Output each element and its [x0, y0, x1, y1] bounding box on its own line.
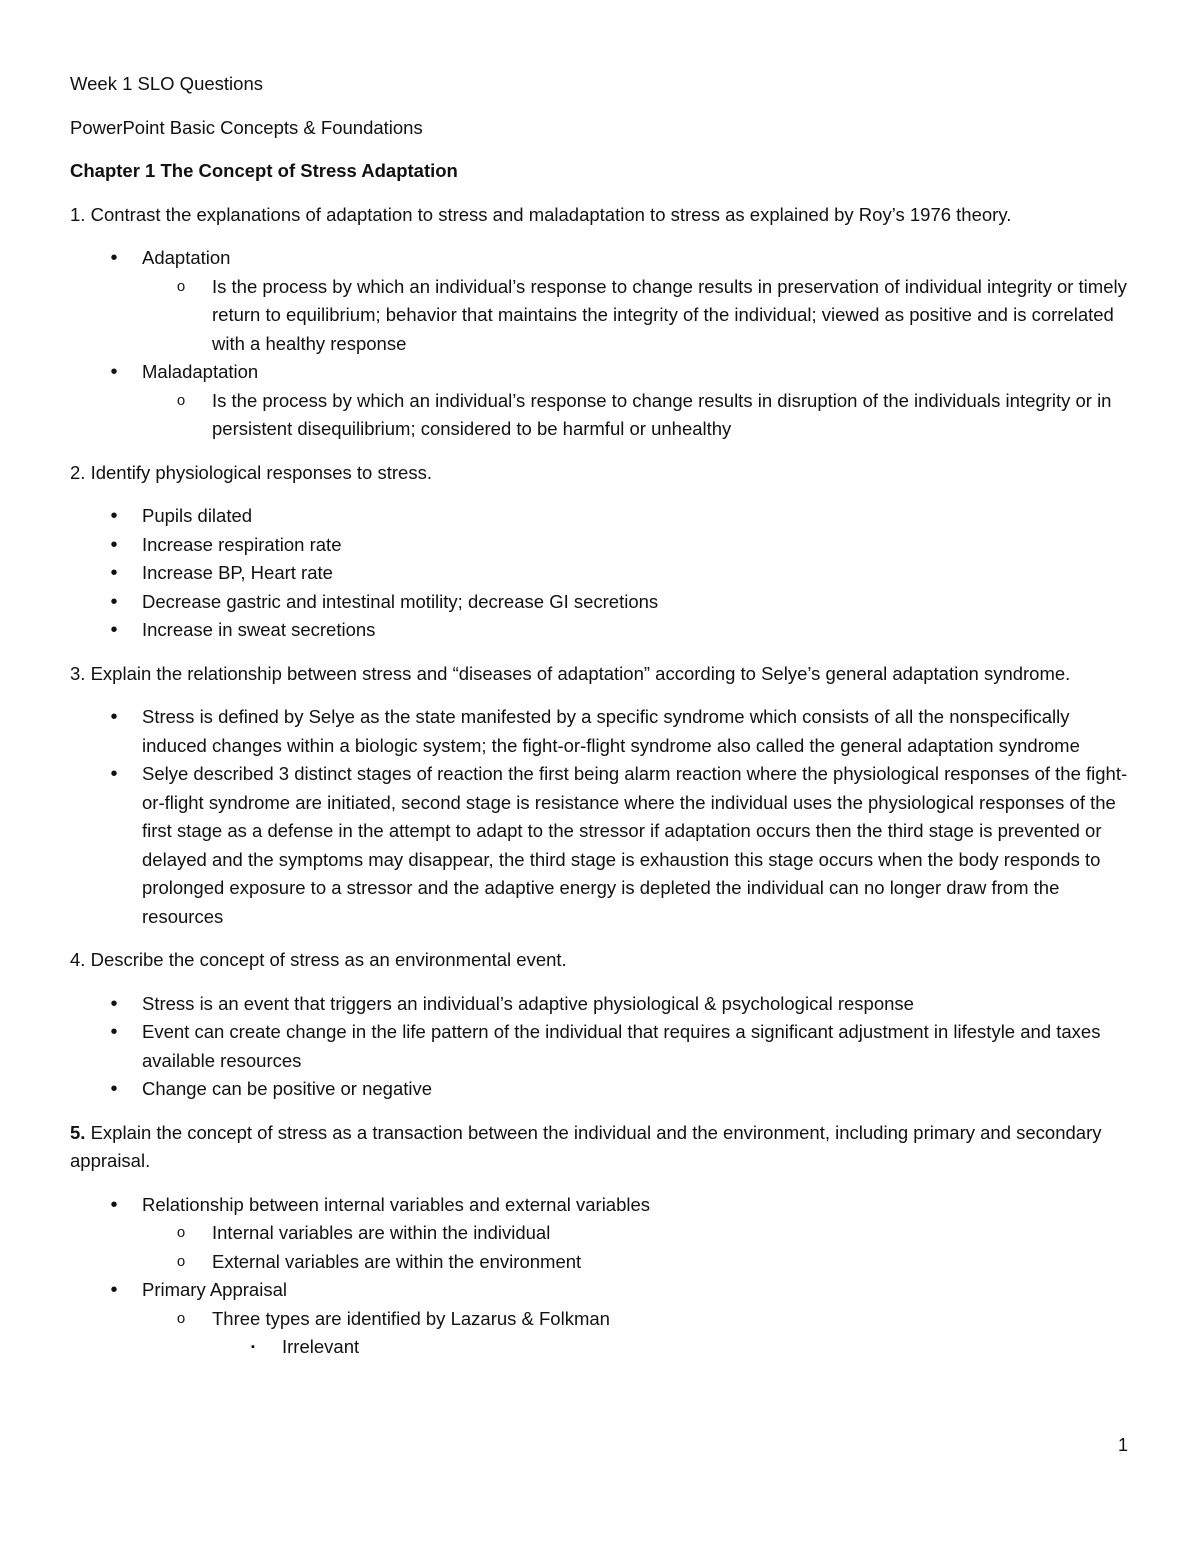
list-item: • Adaptation	[70, 244, 1130, 273]
list-item: o Internal variables are within the individual	[70, 1219, 1130, 1248]
list-item: • Event can create change in the life pattern of the individual that requires a significant adjustment in lifestyle and taxes available resources	[70, 1018, 1130, 1075]
question-1	[70, 201, 1130, 230]
question-5	[70, 1119, 1130, 1176]
answer-list-1	[70, 244, 1130, 444]
bullet-icon: •	[110, 505, 118, 527]
answer-list-3	[70, 703, 1130, 931]
question-text: Contrast the explanations of adaptation to stress and maladaptation to stress as explained by Roy’s 1976 theory.	[85, 203, 1012, 225]
list-item: o Is the process by which an individual’s response to change results in disruption of the individuals integrity or in persistent disequilibrium; considered to be harmful or unhealthy	[70, 387, 1130, 444]
question-number: 5.	[70, 1121, 86, 1143]
list-item: • Increase BP, Heart rate	[70, 559, 1130, 588]
bullet-icon: •	[110, 763, 118, 785]
list-item: o Is the process by which an individual’s response to change results in preservation of individual integrity or timely return to equilibrium; behavior that maintains the integrity of the individual; viewed as positive and is correlated with a healthy response	[70, 273, 1130, 359]
question-number: 4.	[70, 949, 86, 970]
document-page	[70, 70, 1130, 1377]
bullet-icon: •	[110, 361, 118, 383]
doc-title: Week 1 SLO Questions	[70, 73, 263, 94]
bullet-icon: •	[110, 1078, 118, 1100]
list-item: • Stress is defined by Selye as the state manifested by a specific syndrome which consists of all the nonspecifically induced changes within a biologic system; the fight-or-flight syndrome also called the general adaptation syndrome	[70, 703, 1130, 760]
bullet-icon: •	[110, 562, 118, 584]
question-4	[70, 946, 1130, 975]
bullet-icon: •	[110, 619, 118, 641]
list-item: • Relationship between internal variables and external variables	[70, 1191, 1130, 1220]
page-number: 1	[1118, 1435, 1129, 1455]
list-item: • Primary Appraisal	[70, 1276, 1130, 1305]
list-item: • Stress is an event that triggers an individual’s adaptive physiological & psychological response	[70, 990, 1130, 1019]
bullet-icon: •	[110, 1021, 118, 1043]
list-item: • Increase in sweat secretions	[70, 616, 1130, 645]
answer-list-2	[70, 502, 1130, 645]
list-item: • Increase respiration rate	[70, 531, 1130, 560]
square-bullet-icon: ▪	[251, 1341, 255, 1353]
list-item: • Change can be positive or negative	[70, 1075, 1130, 1104]
list-item: ▪ Irrelevant	[70, 1333, 1130, 1362]
bullet-icon: •	[110, 247, 118, 269]
question-3	[70, 660, 1130, 689]
doc-subtitle: PowerPoint Basic Concepts & Foundations	[70, 116, 423, 138]
list-item: o External variables are within the environment	[70, 1248, 1130, 1277]
list-item: • Pupils dilated	[70, 502, 1130, 531]
chapter-heading: Chapter 1 The Concept of Stress Adaptation	[70, 160, 458, 181]
bullet-icon: •	[110, 1193, 118, 1216]
bullet-icon: •	[110, 706, 118, 728]
circle-bullet-icon: o	[176, 1224, 186, 1241]
bullet-icon: •	[110, 1279, 118, 1301]
list-item: o Three types are identified by Lazarus & Folkman	[70, 1305, 1130, 1334]
list-item: • Decrease gastric and intestinal motility; decrease GI secretions	[70, 588, 1130, 617]
question-number: 1.	[70, 203, 86, 225]
question-text: Explain the concept of stress as a transaction between the individual and the environment, including primary and secondary appraisal.	[70, 1121, 1102, 1171]
list-item: • Maladaptation	[70, 358, 1130, 387]
question-text: Identify physiological responses to stress.	[85, 461, 432, 483]
answer-list-5	[70, 1191, 1130, 1362]
bullet-icon: •	[110, 533, 118, 556]
list-item: • Selye described 3 distinct stages of reaction the first being alarm reaction where the physiological responses of the fight-or-flight syndrome are initiated, second stage is resistance where the individual uses the physiological responses of the first stage as a defense in the attempt to adapt to the stressor if adaptation occurs then the third stage is prevented or delayed and the symptoms may disappear, the third stage is exhaustion this stage occurs when the body responds to prolonged exposure to a stressor and the adaptive energy is depleted the individual can no longer draw from the resources	[70, 760, 1130, 931]
circle-bullet-icon: o	[176, 391, 186, 409]
question-number: 2.	[70, 461, 86, 483]
bullet-icon: •	[110, 590, 118, 613]
question-text: Explain the relationship between stress and “diseases of adaptation” according to Selye’s general adaptation syndrome.	[85, 662, 1071, 684]
bullet-icon: •	[110, 992, 118, 1015]
question-number: 3.	[70, 662, 86, 684]
circle-bullet-icon: o	[176, 1252, 186, 1270]
question-2	[70, 459, 1130, 488]
circle-bullet-icon: o	[176, 1309, 186, 1327]
answer-list-4	[70, 990, 1130, 1104]
circle-bullet-icon: o	[176, 277, 186, 295]
question-text: Describe the concept of stress as an environmental event.	[85, 949, 567, 970]
